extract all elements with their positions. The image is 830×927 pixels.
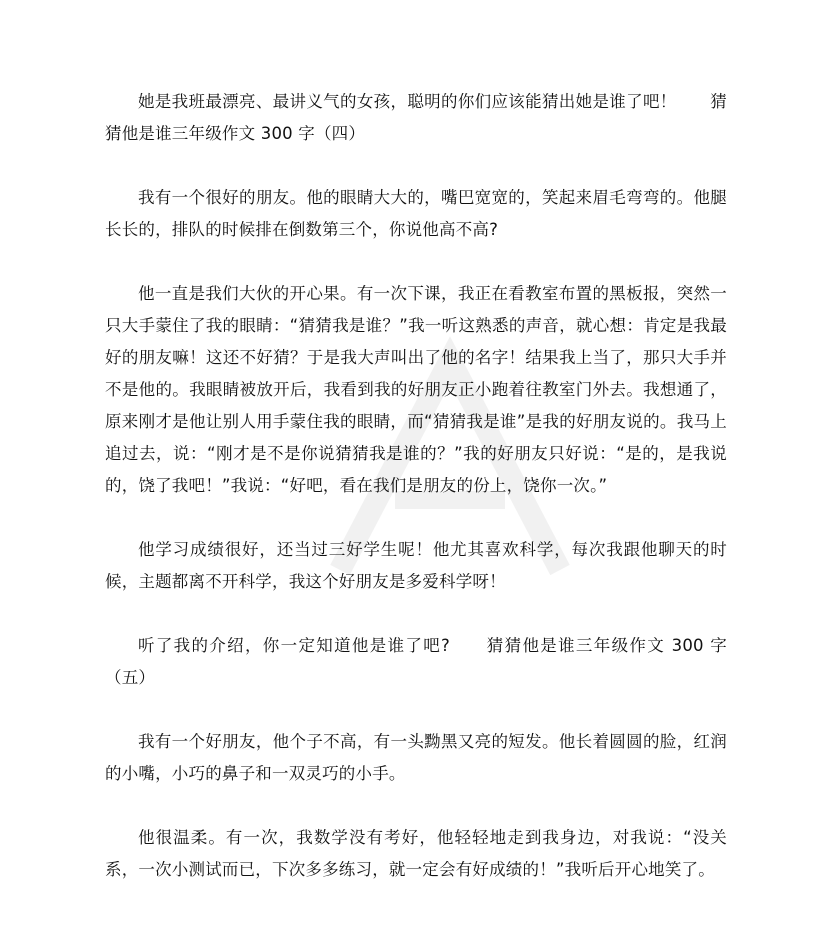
paragraph: 他一直是我们大伙的开心果。有一次下课，我正在看教室布置的黑板报，突然一只大手蒙住了我的眼睛：“猜猜我是谁？”我一听这熟悉的声音，就心想：肯定是我最好的朋友嘛！这还不好猜？于是我大声叫出了他的名字！结果我上当了，那只大手并不是他的。我眼睛被放开后，我看到我的好朋友正小跑着往教室门外去。我想通了，原来刚才是他让别人用手蒙住我的眼睛，而“猜猜我是谁”是我的好朋友说的。我马上追过去，说：“刚才是不是你说猜猜我是谁的？”我的好朋友只好说：“是的，是我说的，饶了我吧！”我说：“好吧，看在我们是朋友的份上，饶你一次。” (105, 284, 727, 495)
paragraph: 听了我的介绍，你一定知道他是谁了吧? 猜猜他是谁三年级作文 300 字（五） (105, 636, 727, 687)
paragraph: 她是我班最漂亮、最讲义气的女孩，聪明的你们应该能猜出她是谁了吧！ 猜猜他是谁三年级作文 300 字（四） (105, 92, 727, 143)
paragraph: 他学习成绩很好，还当过三好学生呢！他尤其喜欢科学，每次我跟他聊天的时候，主题都离不开科学，我这个好朋友是多爱科学呀！ (105, 540, 727, 591)
paragraph: 我有一个很好的朋友。他的眼睛大大的，嘴巴宽宽的，笑起来眉毛弯弯的。他腿长长的，排队的时候排在倒数第三个，你说他高不高? (105, 188, 727, 239)
paragraph: 他很温柔。有一次，我数学没有考好，他轻轻地走到我身边，对我说：“没关系，一次小测试而已，下次多多练习，就一定会有好成绩的！”我听后开心地笑了。 (105, 828, 727, 879)
document-body (105, 86, 727, 918)
paragraph: 我有一个好朋友，他个子不高，有一头黝黑又亮的短发。他长着圆圆的脸，红润的小嘴，小巧的鼻子和一双灵巧的小手。 (105, 732, 727, 783)
